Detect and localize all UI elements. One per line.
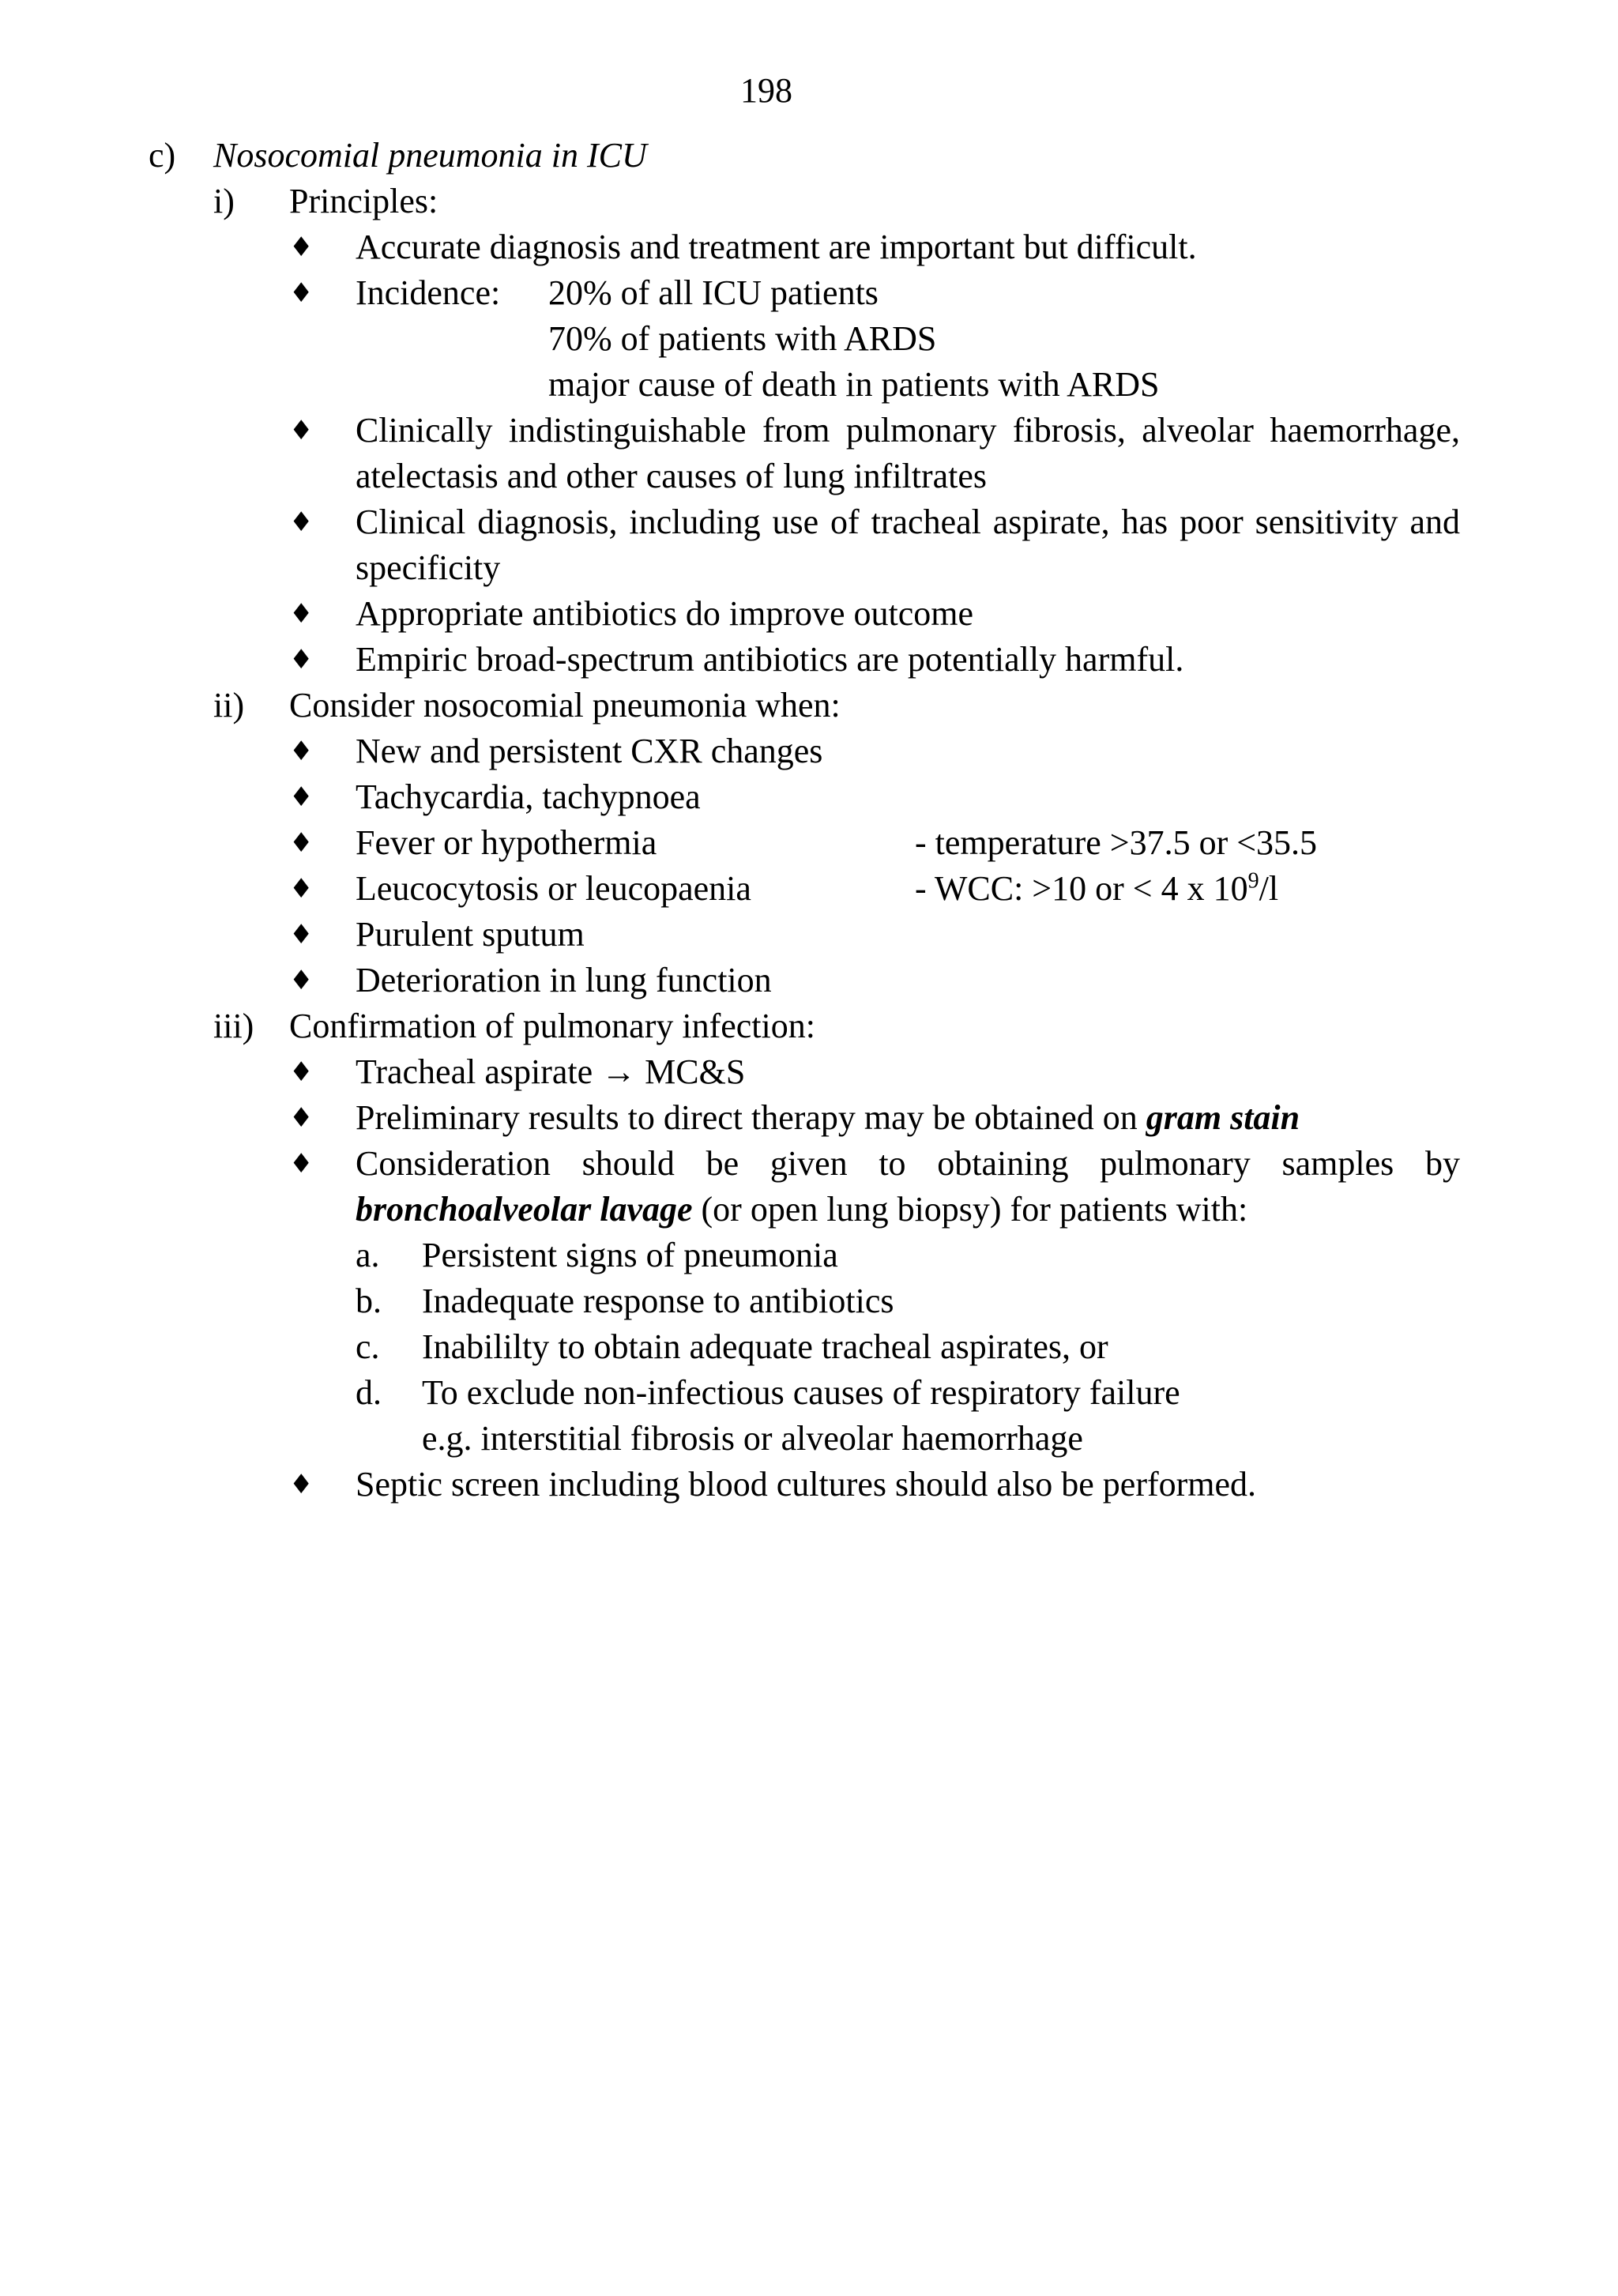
incidence-label: Incidence: [356, 273, 501, 312]
lettered-item: d. To exclude non-infectious causes of respiratory failure e.g. interstitial fibrosis or alveolar haemorrhage [356, 1373, 1180, 1458]
lettered-item: c. Inabililty to obtain adequate tracheal aspirates, or [356, 1327, 1108, 1366]
list-item: ♦ Clinically indistinguishable from pulmonary fibrosis, alveolar haemorrhage, atelectasis and other causes of lung infiltrates [289, 408, 1460, 499]
diamond-bullet-icon: ♦ [289, 598, 314, 630]
lettered-list [356, 1233, 1460, 1462]
diamond-bullet-icon: ♦ [289, 965, 314, 996]
diamond-bullet-icon: ♦ [289, 919, 314, 950]
list-item: ♦ Consideration should be given to obtaining pulmonary samples by bronchoalveolar lavage (or open lung biopsy) for patients with: a. Persistent signs of pneumonia b. Inadequate response to antibiotics c. Inabililty to obtain adequate tracheal aspirates, or d. To exclude non-infectious causes of respiratory failure e.g. interstitial fibrosis or alveolar haemorrhage [289, 1141, 1460, 1462]
list-item: ♦ Preliminary results to direct therapy may be obtained on gram stain [289, 1095, 1460, 1141]
diamond-bullet-icon: ♦ [289, 781, 314, 813]
criteria-value: - temperature >37.5 or <35.5 [915, 823, 1318, 862]
lettered-item: a. Persistent signs of pneumonia [356, 1236, 838, 1274]
list-item: ♦ Fever or hypothermia - temperature >37.5 or <35.5 [289, 820, 1460, 866]
diamond-bullet-icon: ♦ [289, 1056, 314, 1088]
list-item: ♦ Tachycardia, tachypnoea [289, 774, 1460, 820]
subsection-confirmation [213, 1003, 1460, 1507]
incidence-value: 20% of all ICU patients [548, 273, 879, 312]
list-item: ♦ New and persistent CXR changes [289, 728, 1460, 774]
list-item: ♦ Clinical diagnosis, including use of tracheal aspirate, has poor sensitivity and specificity [289, 499, 1460, 591]
emphasis-text: bronchoalveolar lavage [356, 1190, 693, 1229]
section-marker: c) [149, 136, 176, 175]
subsection-marker: iii) [213, 1007, 254, 1045]
subsection-title: Principles: [289, 182, 438, 220]
section-c [149, 133, 1460, 1507]
diamond-bullet-icon: ♦ [289, 277, 314, 309]
diamond-bullet-icon: ♦ [289, 644, 314, 676]
subsection-title: Confirmation of pulmonary infection: [289, 1007, 815, 1045]
subsection-marker: ii) [213, 686, 245, 725]
list-item: ♦ Empiric broad-spectrum antibiotics are potentially harmful. [289, 637, 1460, 683]
emphasis-text: gram stain [1146, 1098, 1300, 1137]
diamond-bullet-icon: ♦ [289, 873, 314, 905]
diamond-bullet-icon: ♦ [289, 1102, 314, 1134]
page-number: 198 [740, 71, 792, 110]
list-item: ♦ Leucocytosis or leucopaenia - WCC: >10 or < 4 x $10^9/l$ [289, 866, 1460, 912]
section-title: Nosocomial pneumonia in ICU [213, 136, 647, 175]
diamond-bullet-icon: ♦ [289, 415, 314, 446]
diamond-bullet-icon: ♦ [289, 827, 314, 859]
subsection-title: Consider nosocomial pneumonia when: [289, 686, 841, 725]
diamond-bullet-icon: ♦ [289, 231, 314, 263]
list-item [289, 270, 1460, 408]
list-item: ♦ Purulent sputum [289, 912, 1460, 958]
diamond-bullet-icon: ♦ [289, 736, 314, 767]
incidence-value: major cause of death in patients with ARDS [548, 365, 1160, 404]
list-item: ♦ Septic screen including blood cultures should also be performed. [289, 1462, 1460, 1507]
list-item: ♦ Tracheal aspirate → MC&S [289, 1049, 1460, 1095]
diamond-bullet-icon: ♦ [289, 1148, 314, 1180]
subsection-principles [213, 179, 1460, 683]
subsection-consider [213, 683, 1460, 1003]
diamond-bullet-icon: ♦ [289, 1469, 314, 1500]
list-item: ♦ Accurate diagnosis and treatment are important but difficult. [289, 224, 1460, 270]
list-item: ♦ Deterioration in lung function [289, 958, 1460, 1003]
incidence-value: 70% of patients with ARDS [548, 319, 937, 358]
diamond-bullet-icon: ♦ [289, 506, 314, 538]
lettered-item: b. Inadequate response to antibiotics [356, 1282, 894, 1320]
list-item: ♦ Appropriate antibiotics do improve outcome [289, 591, 1460, 637]
criteria-value: - WCC: >10 or < 4 x $10^9/l$ [915, 868, 1279, 908]
subsection-marker: i) [213, 182, 235, 220]
